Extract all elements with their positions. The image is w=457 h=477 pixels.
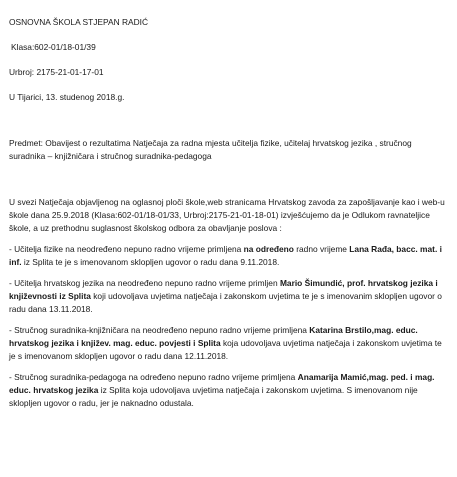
klasa-line: Klasa:602-01/18-01/39 — [11, 42, 96, 52]
list-item-croatian: - Učitelja hrvatskog jezika na neodređeno nepuno radno vrijeme primljen Mario Šimundić, prof. hrvatskog jezika i književnosti iz Splita koji udovoljava uvjetima natječaja i zakonskom uvjetima te je s imenovanim sklopljen ugovor o radu dana 13.11.2018. — [9, 278, 442, 314]
list-item-pedagogue: - Stručnog suradnika-pedagoga na određeno nepuno radno vrijeme primljena Anamarija Mamić,mag. ped. i mag. educ. hrvatskog jezika iz Splita koja udovoljava uvjetima natječaja i zakonskom uvjetima. S imenovanom nije sklopljen ugovor o radu, jer je naknadno odustala. — [9, 372, 435, 408]
list-item-librarian: - Stručnog suradnika-knjižničara na neodređeno nepuno radno vrijeme primljena Katarina Brstilo,mag. educ. hrvatskog jezika i književ. mag. educ. povjesti i Splita koja udovoljava uvjetima natječaja i zakonskom uvjetima te je s imenovanom sklopljen ugovor o radu dana 12.11.2018. — [9, 325, 442, 361]
subject-line: Predmet: Obavijest o rezultatima Natječaja za radna mjesta učitelja fizike, učitelaj hrvatskog jezika , stručnog suradnika – knjižničara i stručnog suradnika-pedagoga — [9, 138, 412, 161]
list-item-physics: - Učitelja fizike na neodređeno nepuno radno vrijeme primljena na određeno radno vrijeme Lana Rađa, bacc. mat. i inf. iz Splita te je s imenovanom sklopljen ugovor o radu dana 9.11.2018. — [9, 244, 442, 267]
urbroj-line: Urbroj: 2175-21-01-17-01 — [9, 67, 104, 77]
document-page — [9, 16, 449, 410]
school-name: OSNOVNA ŠKOLA STJEPAN RADIĆ — [9, 17, 148, 27]
place-date-line: U Tijarici, 13. studenog 2018.g. — [9, 92, 125, 102]
intro-paragraph: U svezi Natječaja objavljenog na oglasnoj ploči škole,web stranicama Hrvatskog zavoda za zapošljavanje kao i web-u škole dana 25.9.2018 (Klasa:602-01/18-01/33, Urbroj:2175-21-01-18-01) izvješćujemo da je Odlukom ravnateljice škole, a uz prethodnu suglasnost školskog odbora za obavljanje poslova : — [9, 197, 445, 233]
